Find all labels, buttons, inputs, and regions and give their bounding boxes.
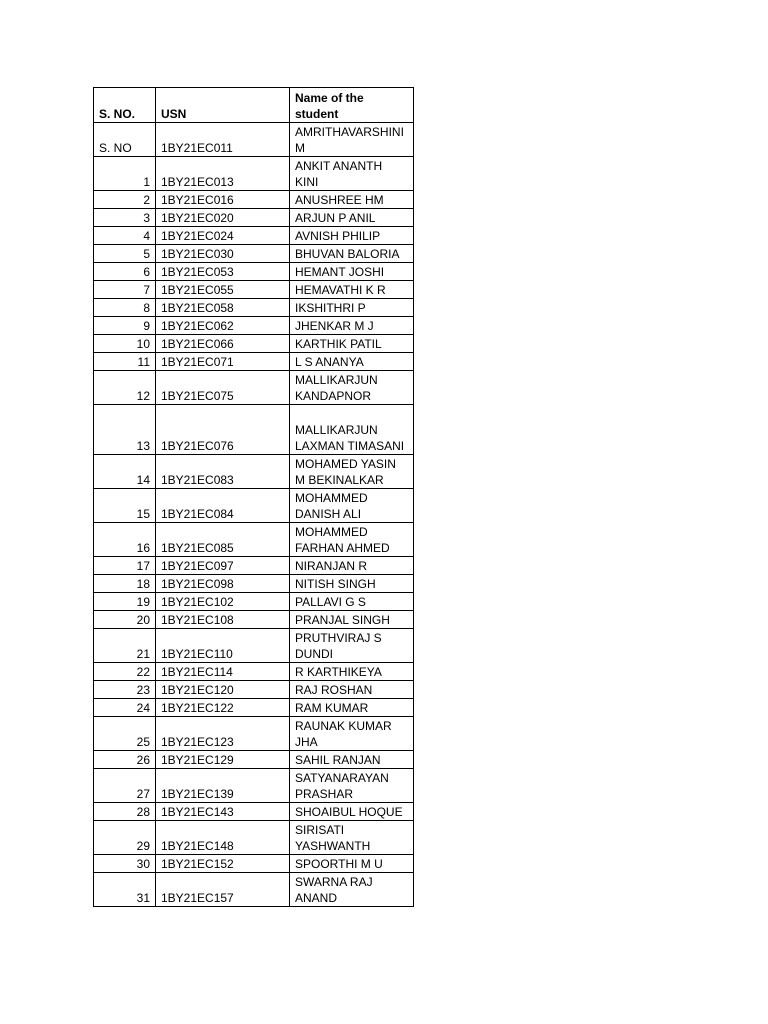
usn-cell: 1BY21EC071 xyxy=(156,353,290,371)
header-usn: USN xyxy=(156,88,290,123)
student-table xyxy=(93,87,414,907)
table-row xyxy=(94,681,414,699)
usn-cell: 1BY21EC129 xyxy=(156,751,290,769)
usn-cell: 1BY21EC122 xyxy=(156,699,290,717)
table-row xyxy=(94,191,414,209)
sno-cell: 6 xyxy=(94,263,156,281)
usn-cell: 1BY21EC016 xyxy=(156,191,290,209)
table-row xyxy=(94,489,414,523)
name-cell: ANUSHREE HM xyxy=(290,191,414,209)
table-row xyxy=(94,299,414,317)
sno-cell: 21 xyxy=(94,629,156,663)
usn-cell: 1BY21EC148 xyxy=(156,821,290,855)
name-cell: JHENKAR M J xyxy=(290,317,414,335)
table-row xyxy=(94,523,414,557)
sno-cell: 2 xyxy=(94,191,156,209)
usn-cell: 1BY21EC076 xyxy=(156,405,290,455)
usn-cell: 1BY21EC075 xyxy=(156,371,290,405)
name-cell: IKSHITHRI P xyxy=(290,299,414,317)
table-row xyxy=(94,263,414,281)
usn-cell: 1BY21EC139 xyxy=(156,769,290,803)
sno-cell: 19 xyxy=(94,593,156,611)
name-cell: AMRITHAVARSHINI M xyxy=(290,123,414,157)
sno-cell: 13 xyxy=(94,405,156,455)
usn-cell: 1BY21EC013 xyxy=(156,157,290,191)
table-row xyxy=(94,575,414,593)
sno-cell: 14 xyxy=(94,455,156,489)
table-row xyxy=(94,821,414,855)
table-row xyxy=(94,873,414,907)
name-cell: NIRANJAN R xyxy=(290,557,414,575)
sno-cell: 22 xyxy=(94,663,156,681)
sno-cell: 30 xyxy=(94,855,156,873)
sno-cell: 31 xyxy=(94,873,156,907)
usn-cell: 1BY21EC011 xyxy=(156,123,290,157)
table-row xyxy=(94,593,414,611)
usn-cell: 1BY21EC143 xyxy=(156,803,290,821)
usn-cell: 1BY21EC053 xyxy=(156,263,290,281)
usn-cell: 1BY21EC108 xyxy=(156,611,290,629)
table-row xyxy=(94,751,414,769)
table-row xyxy=(94,281,414,299)
name-cell: PRUTHVIRAJ S DUNDI xyxy=(290,629,414,663)
name-cell: NITISH SINGH xyxy=(290,575,414,593)
usn-cell: 1BY21EC066 xyxy=(156,335,290,353)
table-row xyxy=(94,611,414,629)
usn-cell: 1BY21EC030 xyxy=(156,245,290,263)
sno-cell: 16 xyxy=(94,523,156,557)
table-row xyxy=(94,353,414,371)
name-cell: KARTHIK PATIL xyxy=(290,335,414,353)
sno-cell: 1 xyxy=(94,157,156,191)
sno-cell: 11 xyxy=(94,353,156,371)
name-cell: L S ANANYA xyxy=(290,353,414,371)
name-cell: ANKIT ANANTH KINI xyxy=(290,157,414,191)
usn-cell: 1BY21EC152 xyxy=(156,855,290,873)
usn-cell: 1BY21EC055 xyxy=(156,281,290,299)
sno-cell: 15 xyxy=(94,489,156,523)
name-cell: HEMAVATHI K R xyxy=(290,281,414,299)
sno-cell: 27 xyxy=(94,769,156,803)
sno-cell: 25 xyxy=(94,717,156,751)
name-cell: RAUNAK KUMAR JHA xyxy=(290,717,414,751)
usn-cell: 1BY21EC097 xyxy=(156,557,290,575)
table-row xyxy=(94,209,414,227)
table-row xyxy=(94,455,414,489)
sno-cell: 7 xyxy=(94,281,156,299)
header-sno: S. NO. xyxy=(94,88,156,123)
sno-cell: S. NO xyxy=(94,123,156,157)
usn-cell: 1BY21EC110 xyxy=(156,629,290,663)
table-row xyxy=(94,769,414,803)
usn-cell: 1BY21EC123 xyxy=(156,717,290,751)
name-cell: HEMANT JOSHI xyxy=(290,263,414,281)
table-row xyxy=(94,629,414,663)
sno-cell: 12 xyxy=(94,371,156,405)
usn-cell: 1BY21EC062 xyxy=(156,317,290,335)
table-row xyxy=(94,803,414,821)
name-cell: SHOAIBUL HOQUE xyxy=(290,803,414,821)
usn-cell: 1BY21EC085 xyxy=(156,523,290,557)
usn-cell: 1BY21EC120 xyxy=(156,681,290,699)
usn-cell: 1BY21EC098 xyxy=(156,575,290,593)
name-cell: SATYANARAYAN PRASHAR xyxy=(290,769,414,803)
usn-cell: 1BY21EC058 xyxy=(156,299,290,317)
name-cell: MOHAMMED DANISH ALI xyxy=(290,489,414,523)
name-cell: MALLIKARJUN LAXMAN TIMASANI xyxy=(290,405,414,455)
table-row xyxy=(94,335,414,353)
table-row xyxy=(94,245,414,263)
table-row xyxy=(94,855,414,873)
table-row xyxy=(94,123,414,157)
table-row xyxy=(94,717,414,751)
name-cell: BHUVAN BALORIA xyxy=(290,245,414,263)
table-row xyxy=(94,699,414,717)
sno-cell: 26 xyxy=(94,751,156,769)
name-cell: MALLIKARJUN KANDAPNOR xyxy=(290,371,414,405)
name-cell: MOHAMED YASIN M BEKINALKAR xyxy=(290,455,414,489)
header-row xyxy=(94,88,414,123)
sno-cell: 24 xyxy=(94,699,156,717)
name-cell: AVNISH PHILIP xyxy=(290,227,414,245)
usn-cell: 1BY21EC157 xyxy=(156,873,290,907)
name-cell: PALLAVI G S xyxy=(290,593,414,611)
document-page xyxy=(93,87,414,907)
name-cell: RAJ ROSHAN xyxy=(290,681,414,699)
usn-cell: 1BY21EC083 xyxy=(156,455,290,489)
table-row xyxy=(94,227,414,245)
usn-cell: 1BY21EC024 xyxy=(156,227,290,245)
usn-cell: 1BY21EC114 xyxy=(156,663,290,681)
name-cell: RAM KUMAR xyxy=(290,699,414,717)
usn-cell: 1BY21EC084 xyxy=(156,489,290,523)
name-cell: R KARTHIKEYA xyxy=(290,663,414,681)
header-name: Name of the student xyxy=(290,88,414,123)
sno-cell: 17 xyxy=(94,557,156,575)
sno-cell: 20 xyxy=(94,611,156,629)
name-cell: PRANJAL SINGH xyxy=(290,611,414,629)
table-row xyxy=(94,317,414,335)
table-header xyxy=(94,88,414,123)
table-body xyxy=(94,123,414,907)
name-cell: SAHIL RANJAN xyxy=(290,751,414,769)
sno-cell: 5 xyxy=(94,245,156,263)
name-cell: ARJUN P ANIL xyxy=(290,209,414,227)
name-cell: MOHAMMED FARHAN AHMED xyxy=(290,523,414,557)
usn-cell: 1BY21EC020 xyxy=(156,209,290,227)
sno-cell: 23 xyxy=(94,681,156,699)
sno-cell: 29 xyxy=(94,821,156,855)
sno-cell: 3 xyxy=(94,209,156,227)
name-cell: SPOORTHI M U xyxy=(290,855,414,873)
sno-cell: 8 xyxy=(94,299,156,317)
sno-cell: 10 xyxy=(94,335,156,353)
usn-cell: 1BY21EC102 xyxy=(156,593,290,611)
table-row xyxy=(94,405,414,455)
table-row xyxy=(94,557,414,575)
sno-cell: 9 xyxy=(94,317,156,335)
table-row xyxy=(94,371,414,405)
table-row xyxy=(94,663,414,681)
table-row xyxy=(94,157,414,191)
sno-cell: 28 xyxy=(94,803,156,821)
name-cell: SWARNA RAJ ANAND xyxy=(290,873,414,907)
sno-cell: 18 xyxy=(94,575,156,593)
name-cell: SIRISATI YASHWANTH xyxy=(290,821,414,855)
sno-cell: 4 xyxy=(94,227,156,245)
